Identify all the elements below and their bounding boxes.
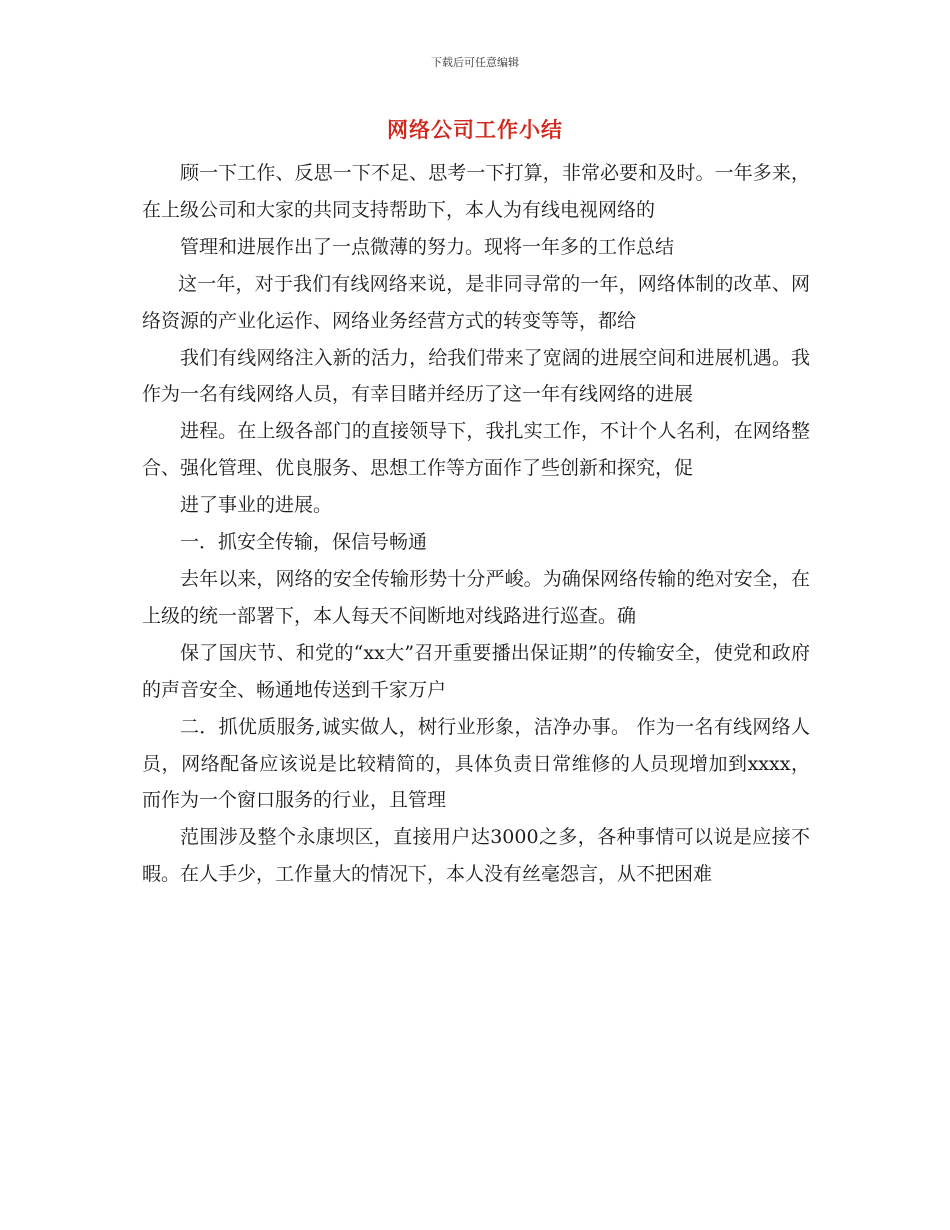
paragraph: 进程。在上级各部门的直接领导下，我扎实工作，不计个人名利，在网络整合、强化管理、优良服务、思想工作等方面作了些创新和探究，促 — [142, 420, 810, 480]
header-note: 下载后可任意编辑 — [431, 56, 519, 69]
paragraph: 去年以来，网络的安全传输形势十分严峻。为确保网络传输的绝对安全，在上级的统一部署下，本人每天不间断地对线路进行巡查。确 — [142, 567, 810, 627]
paragraph: 二．抓优质服务,诚实做人，树行业形象，洁净办事。 作为一名有线网络人员，网络配备应该说是比较精简的，具体负责日常维修的人员现增加到xxxx，而作为一个窗口服务的行业，且管理 — [142, 715, 810, 812]
document-body — [142, 155, 810, 893]
paragraph: 管理和进展作出了一点微薄的努力。现将一年多的工作总结 — [180, 235, 675, 258]
document-title: 网络公司工作小结 — [387, 117, 563, 142]
paragraph: 范围涉及整个永康坝区，直接用户达3000之多，各种事情可以说是应接不暇。在人手少，工作量大的情况下，本人没有丝毫怨言，从不把困难 — [142, 826, 810, 886]
paragraph: 进了事业的进展。 — [180, 494, 333, 517]
paragraph: 这一年，对于我们有线网络来说，是非同寻常的一年，网络体制的改革、网络资源的产业化运作、网络业务经营方式的转变等等，都给 — [142, 272, 810, 332]
paragraph: 顾一下工作、反思一下不足、思考一下打算，非常必要和及时。一年多来，在上级公司和大家的共同支持帮助下，本人为有线电视网络的 — [142, 162, 810, 221]
paragraph: 我们有线网络注入新的活力，给我们带来了宽阔的进展空间和进展机遇。我作为一名有线网络人员，有幸目睹并经历了这一年有线网络的进展 — [142, 346, 810, 406]
section-heading: 一．抓安全传输，保信号畅通 — [180, 531, 428, 554]
paragraph: 保了国庆节、和党的“xx大”召开重要播出保证期”的传输安全，使党和政府的声音安全、畅通地传送到千家万户 — [142, 641, 810, 701]
